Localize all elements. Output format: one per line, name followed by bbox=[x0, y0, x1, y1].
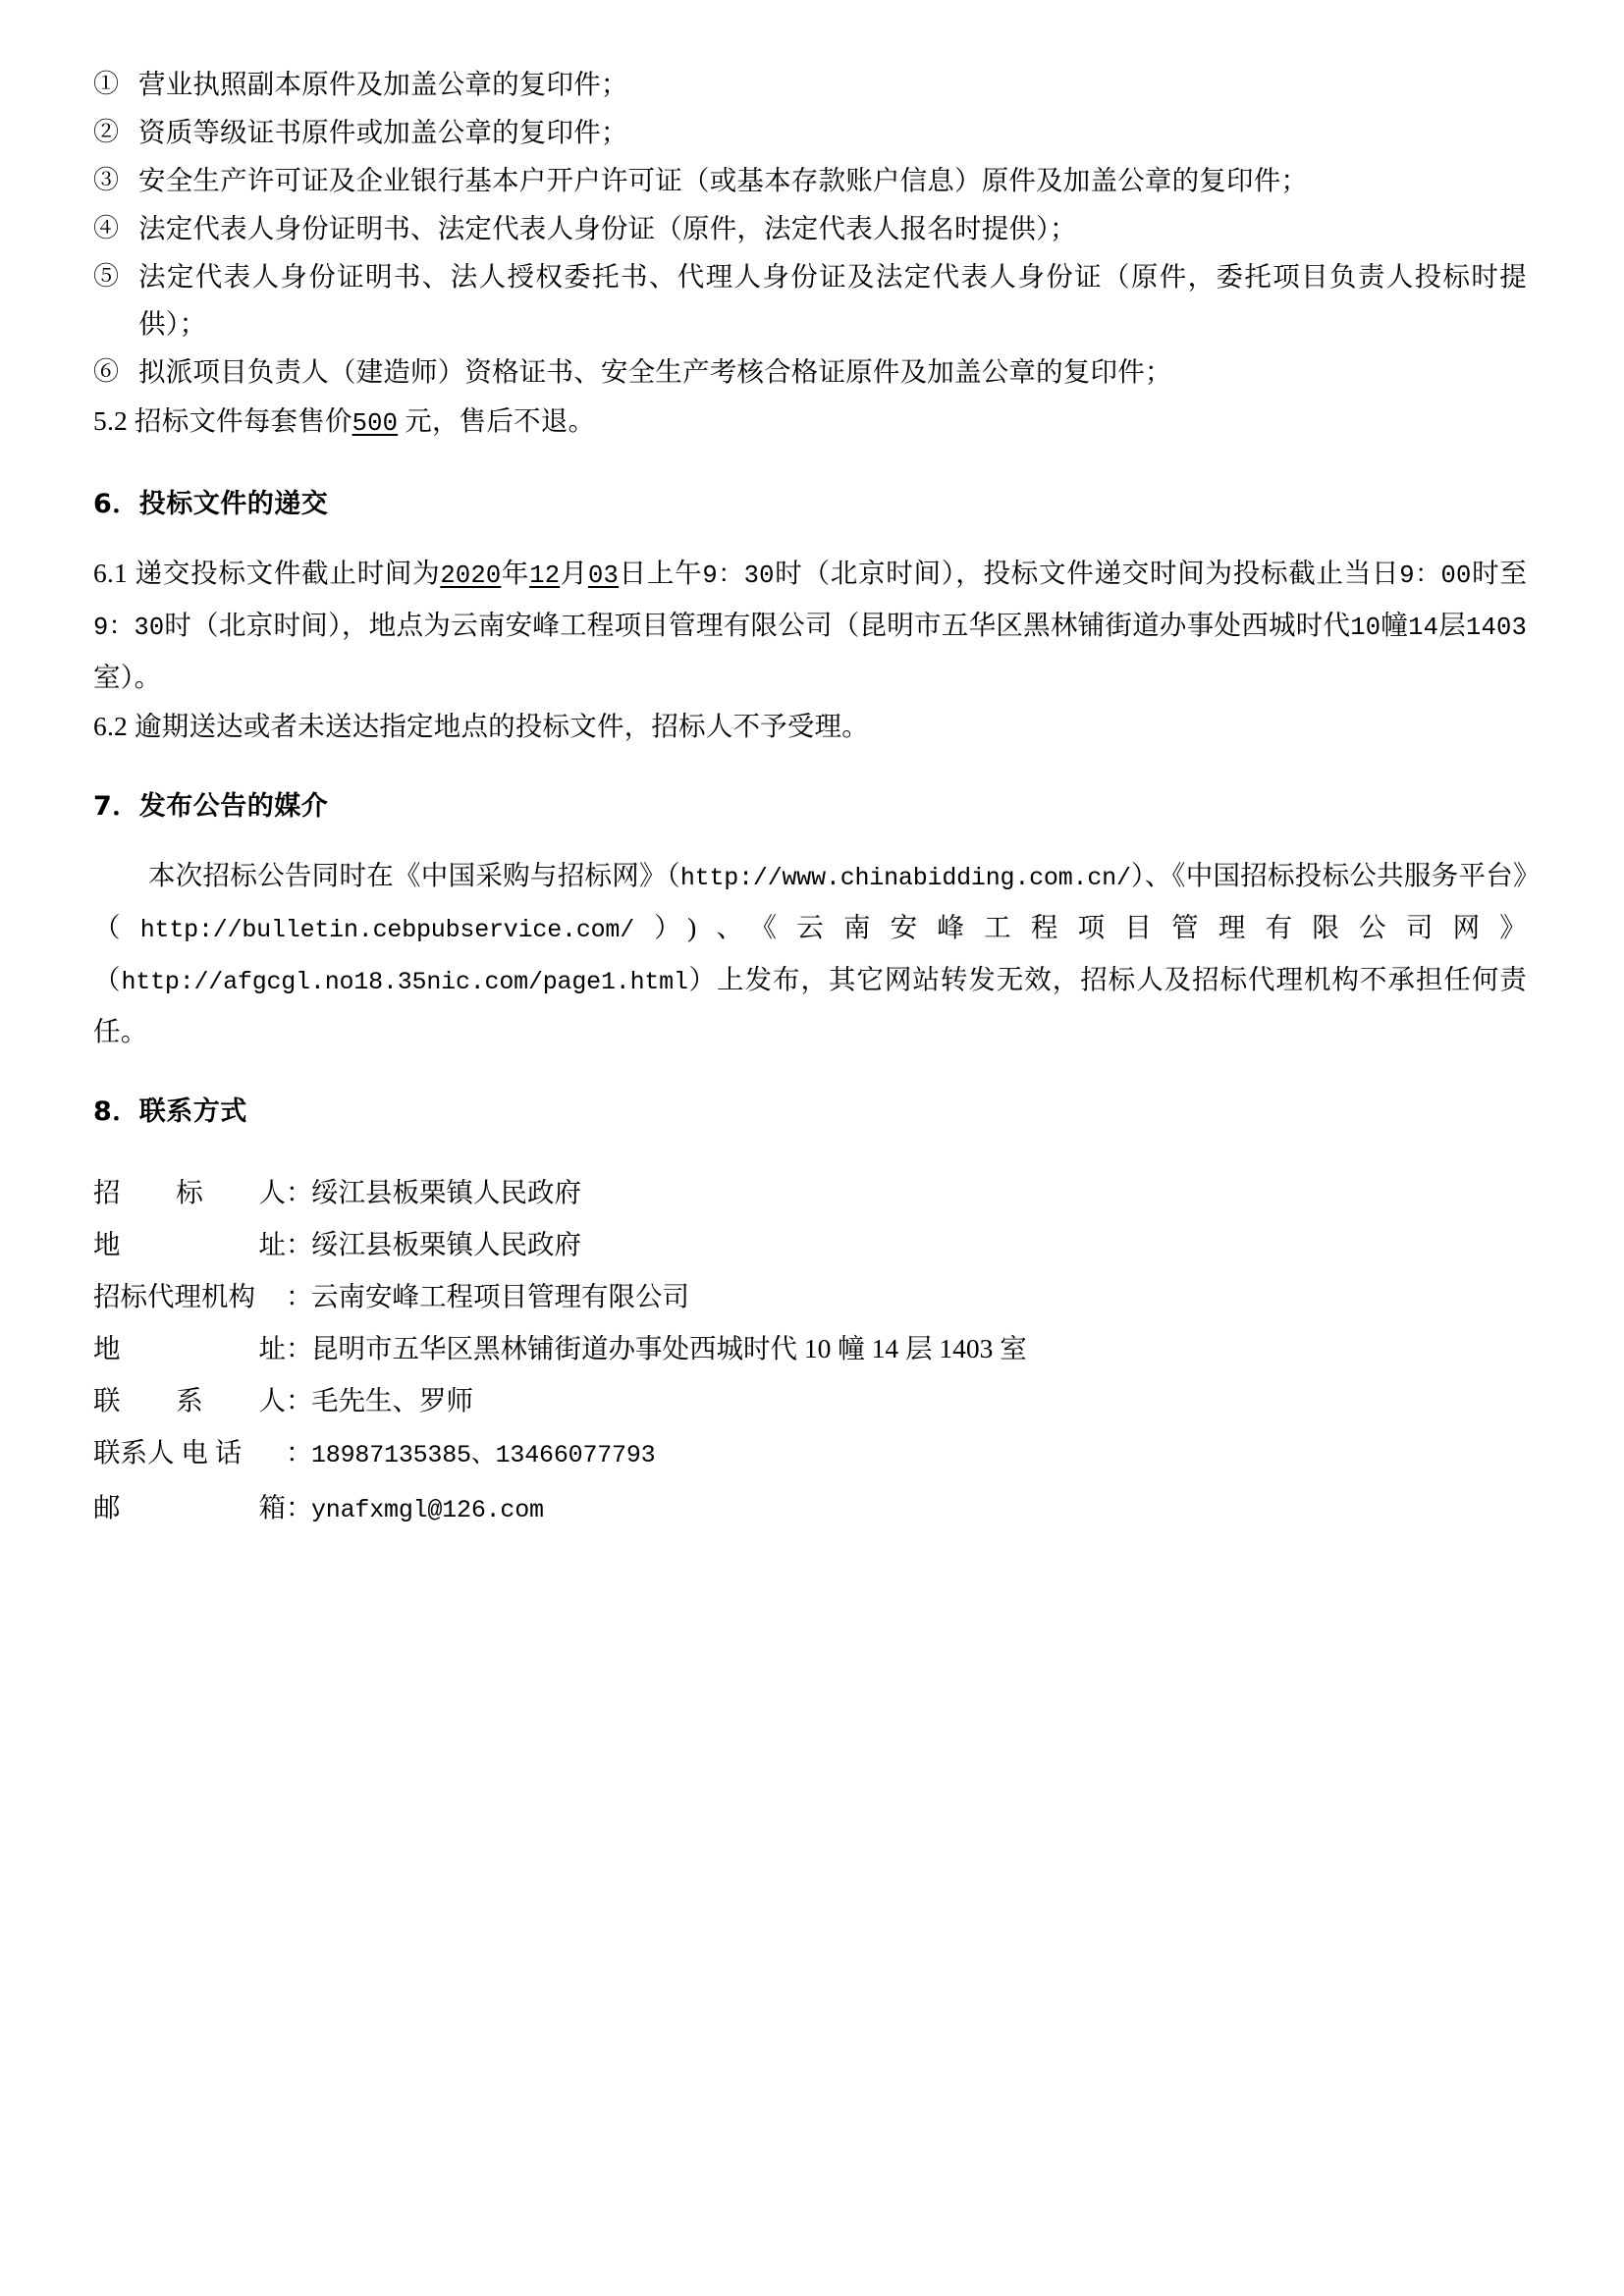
list-item-text: 营业执照副本原件及加盖公章的复印件； bbox=[138, 69, 628, 99]
list-item bbox=[93, 61, 1527, 108]
building-unit: 幢 bbox=[1380, 610, 1409, 640]
section-8-heading: 8．联系方式 bbox=[93, 1096, 247, 1127]
contact-separator: ： bbox=[286, 1437, 313, 1468]
contact-separator: ： bbox=[286, 1229, 313, 1259]
contact-key bbox=[93, 1270, 286, 1322]
contact-value: 绥江县板栗镇人民政府 bbox=[311, 1177, 581, 1207]
list-item-marker: ③ bbox=[93, 166, 120, 194]
address-building: 10 bbox=[1350, 614, 1381, 642]
contact-key-part: 招 bbox=[93, 1177, 121, 1207]
section-7-tail: ）上发布，其它网站转发无效，招标人及招标代理机构不承担任何责任。 bbox=[93, 964, 1528, 1046]
contact-key-part: 联系人 电 话 bbox=[93, 1437, 243, 1468]
contact-separator: ： bbox=[286, 1177, 313, 1207]
contact-key-part: 人 bbox=[258, 1177, 286, 1207]
contact-key bbox=[93, 1218, 286, 1270]
contact-row-email bbox=[93, 1481, 1527, 1536]
list-item bbox=[93, 348, 1527, 396]
contact-key-part: 标 bbox=[176, 1177, 203, 1207]
qualification-list bbox=[93, 61, 1527, 396]
media-url-3: http://afgcgl.no18.35nic.com/page1.html bbox=[121, 968, 688, 996]
list-item-text: 法定代表人身份证明书、法人授权委托书、代理人身份证及法定代表人身份证（原件，委托项目负责人投标时提供）； bbox=[138, 261, 1527, 339]
contact-key-part: 系 bbox=[176, 1385, 203, 1415]
bid-deadline-year: 2020 bbox=[440, 561, 502, 590]
list-item-text: 安全生产许可证及企业银行基本户开户许可证（或基本存款账户信息）原件及加盖公章的复印件； bbox=[138, 165, 1309, 195]
clause-6-1-mid: 时（北京时间），投标文件递交时间为投标截止当日 bbox=[774, 558, 1400, 588]
contact-value: 18987135385、13466077793 bbox=[311, 1441, 656, 1469]
contact-key-part: 联 bbox=[93, 1385, 121, 1415]
list-item-marker: ⑤ bbox=[93, 262, 120, 291]
contact-key bbox=[93, 1481, 286, 1533]
contact-value: 云南安峰工程项目管理有限公司 bbox=[311, 1281, 689, 1311]
list-item-text: 拟派项目负责人（建造师）资格证书、安全生产考核合格证原件及加盖公章的复印件； bbox=[138, 356, 1172, 387]
contact-row-tenderee-address bbox=[93, 1218, 1527, 1270]
contact-key-part: 地 bbox=[93, 1333, 121, 1363]
contact-key-part: 箱 bbox=[258, 1492, 286, 1522]
time-link: 时至 bbox=[1471, 558, 1528, 588]
list-item bbox=[93, 157, 1527, 204]
clause-5-2-label: 5.2 招标文件每套售价 bbox=[93, 405, 352, 436]
contact-key bbox=[93, 1426, 286, 1478]
contact-row-agency-address bbox=[93, 1322, 1527, 1374]
floor-unit: 层 bbox=[1438, 610, 1467, 640]
month-unit: 月 bbox=[560, 558, 589, 588]
clause-6-1 bbox=[93, 549, 1527, 702]
submission-start-time: 9：00 bbox=[1399, 561, 1472, 590]
contact-key-part: 地 bbox=[93, 1229, 121, 1259]
contact-key-part: 招标代理机构 bbox=[93, 1281, 255, 1311]
clause-6-1-prefix: 6.1 递交投标文件截止时间为 bbox=[93, 558, 441, 588]
contact-row-tenderee bbox=[93, 1166, 1527, 1218]
address-floor: 14 bbox=[1408, 614, 1439, 642]
contact-value: 昆明市五华区黑林铺街道办事处西城时代 10 幢 14 层 1403 室 bbox=[311, 1333, 1027, 1363]
clause-6-2: 6.2 逾期送达或者未送达指定地点的投标文件，招标人不予受理。 bbox=[93, 711, 869, 741]
section-6-heading: 6．投标文件的递交 bbox=[93, 489, 329, 519]
contact-key-part: 邮 bbox=[93, 1492, 121, 1522]
contact-key bbox=[93, 1322, 286, 1374]
media-url-2: http://bulletin.cebpubservice.com/ bbox=[139, 916, 635, 944]
contact-key-part: 址 bbox=[258, 1229, 286, 1259]
list-item bbox=[93, 109, 1527, 156]
section-7-heading: 7．发布公告的媒介 bbox=[93, 791, 329, 822]
contact-row-phone bbox=[93, 1426, 1527, 1481]
list-item bbox=[93, 205, 1527, 252]
contact-separator: ： bbox=[286, 1333, 313, 1363]
year-unit: 年 bbox=[501, 558, 530, 588]
room-unit: 室）。 bbox=[93, 662, 162, 692]
bid-deadline-time: 9：30 bbox=[702, 561, 775, 590]
contact-key-part: 址 bbox=[258, 1333, 286, 1363]
clause-6-1-tail: 时（北京时间），地点为云南安峰工程项目管理有限公司（昆明市五华区黑林铺街道办事处西城时代 bbox=[164, 610, 1351, 640]
list-item-marker: ① bbox=[93, 70, 120, 98]
contact-separator: ： bbox=[286, 1281, 313, 1311]
clause-5-2-tail: 元，售后不退。 bbox=[405, 405, 596, 436]
list-item-marker: ④ bbox=[93, 214, 120, 242]
contact-row-contact-person bbox=[93, 1374, 1527, 1426]
clause-5-2-price: 500 bbox=[352, 409, 399, 438]
contact-value: ynafxmgl@126.com bbox=[311, 1496, 544, 1524]
contact-separator: ： bbox=[286, 1492, 313, 1522]
section-7-pre: 本次招标公告同时在《中国采购与招标网》（ bbox=[148, 860, 680, 890]
clause-5-2 bbox=[93, 397, 1527, 449]
contact-separator: ： bbox=[286, 1385, 313, 1415]
contact-key bbox=[93, 1166, 286, 1218]
contact-value: 毛先生、罗师 bbox=[311, 1385, 473, 1415]
list-item-marker: ② bbox=[93, 118, 120, 146]
bid-deadline-day: 03 bbox=[588, 561, 620, 590]
address-room: 1403 bbox=[1466, 614, 1528, 642]
contact-key bbox=[93, 1374, 286, 1426]
section-7-body bbox=[93, 851, 1527, 1056]
contact-key-part: 人 bbox=[258, 1385, 286, 1415]
contact-block bbox=[93, 1166, 1527, 1536]
list-item-text: 资质等级证书原件或加盖公章的复印件； bbox=[138, 117, 628, 147]
contact-row-agency bbox=[93, 1270, 1527, 1322]
bid-deadline-month: 12 bbox=[529, 561, 561, 590]
list-item-marker: ⑥ bbox=[93, 357, 120, 386]
contact-value: 绥江县板栗镇人民政府 bbox=[311, 1229, 581, 1259]
day-unit: 日上午 bbox=[619, 558, 703, 588]
list-item bbox=[93, 253, 1527, 347]
document-content bbox=[93, 61, 1527, 1536]
submission-end-time: 9：30 bbox=[93, 614, 165, 642]
section-7-mid-2: ）)、《云南安峰工程项目管理有限公司网》（ bbox=[93, 912, 1528, 994]
section-7-mid-1: ）、《中国招标投标公共服务平台》（ bbox=[93, 860, 1528, 942]
list-item-text: 法定代表人身份证明书、法定代表人身份证（原件，法定代表人报名时提供）； bbox=[138, 213, 1077, 243]
media-url-1: http://www.chinabidding.com.cn/ bbox=[679, 864, 1131, 892]
